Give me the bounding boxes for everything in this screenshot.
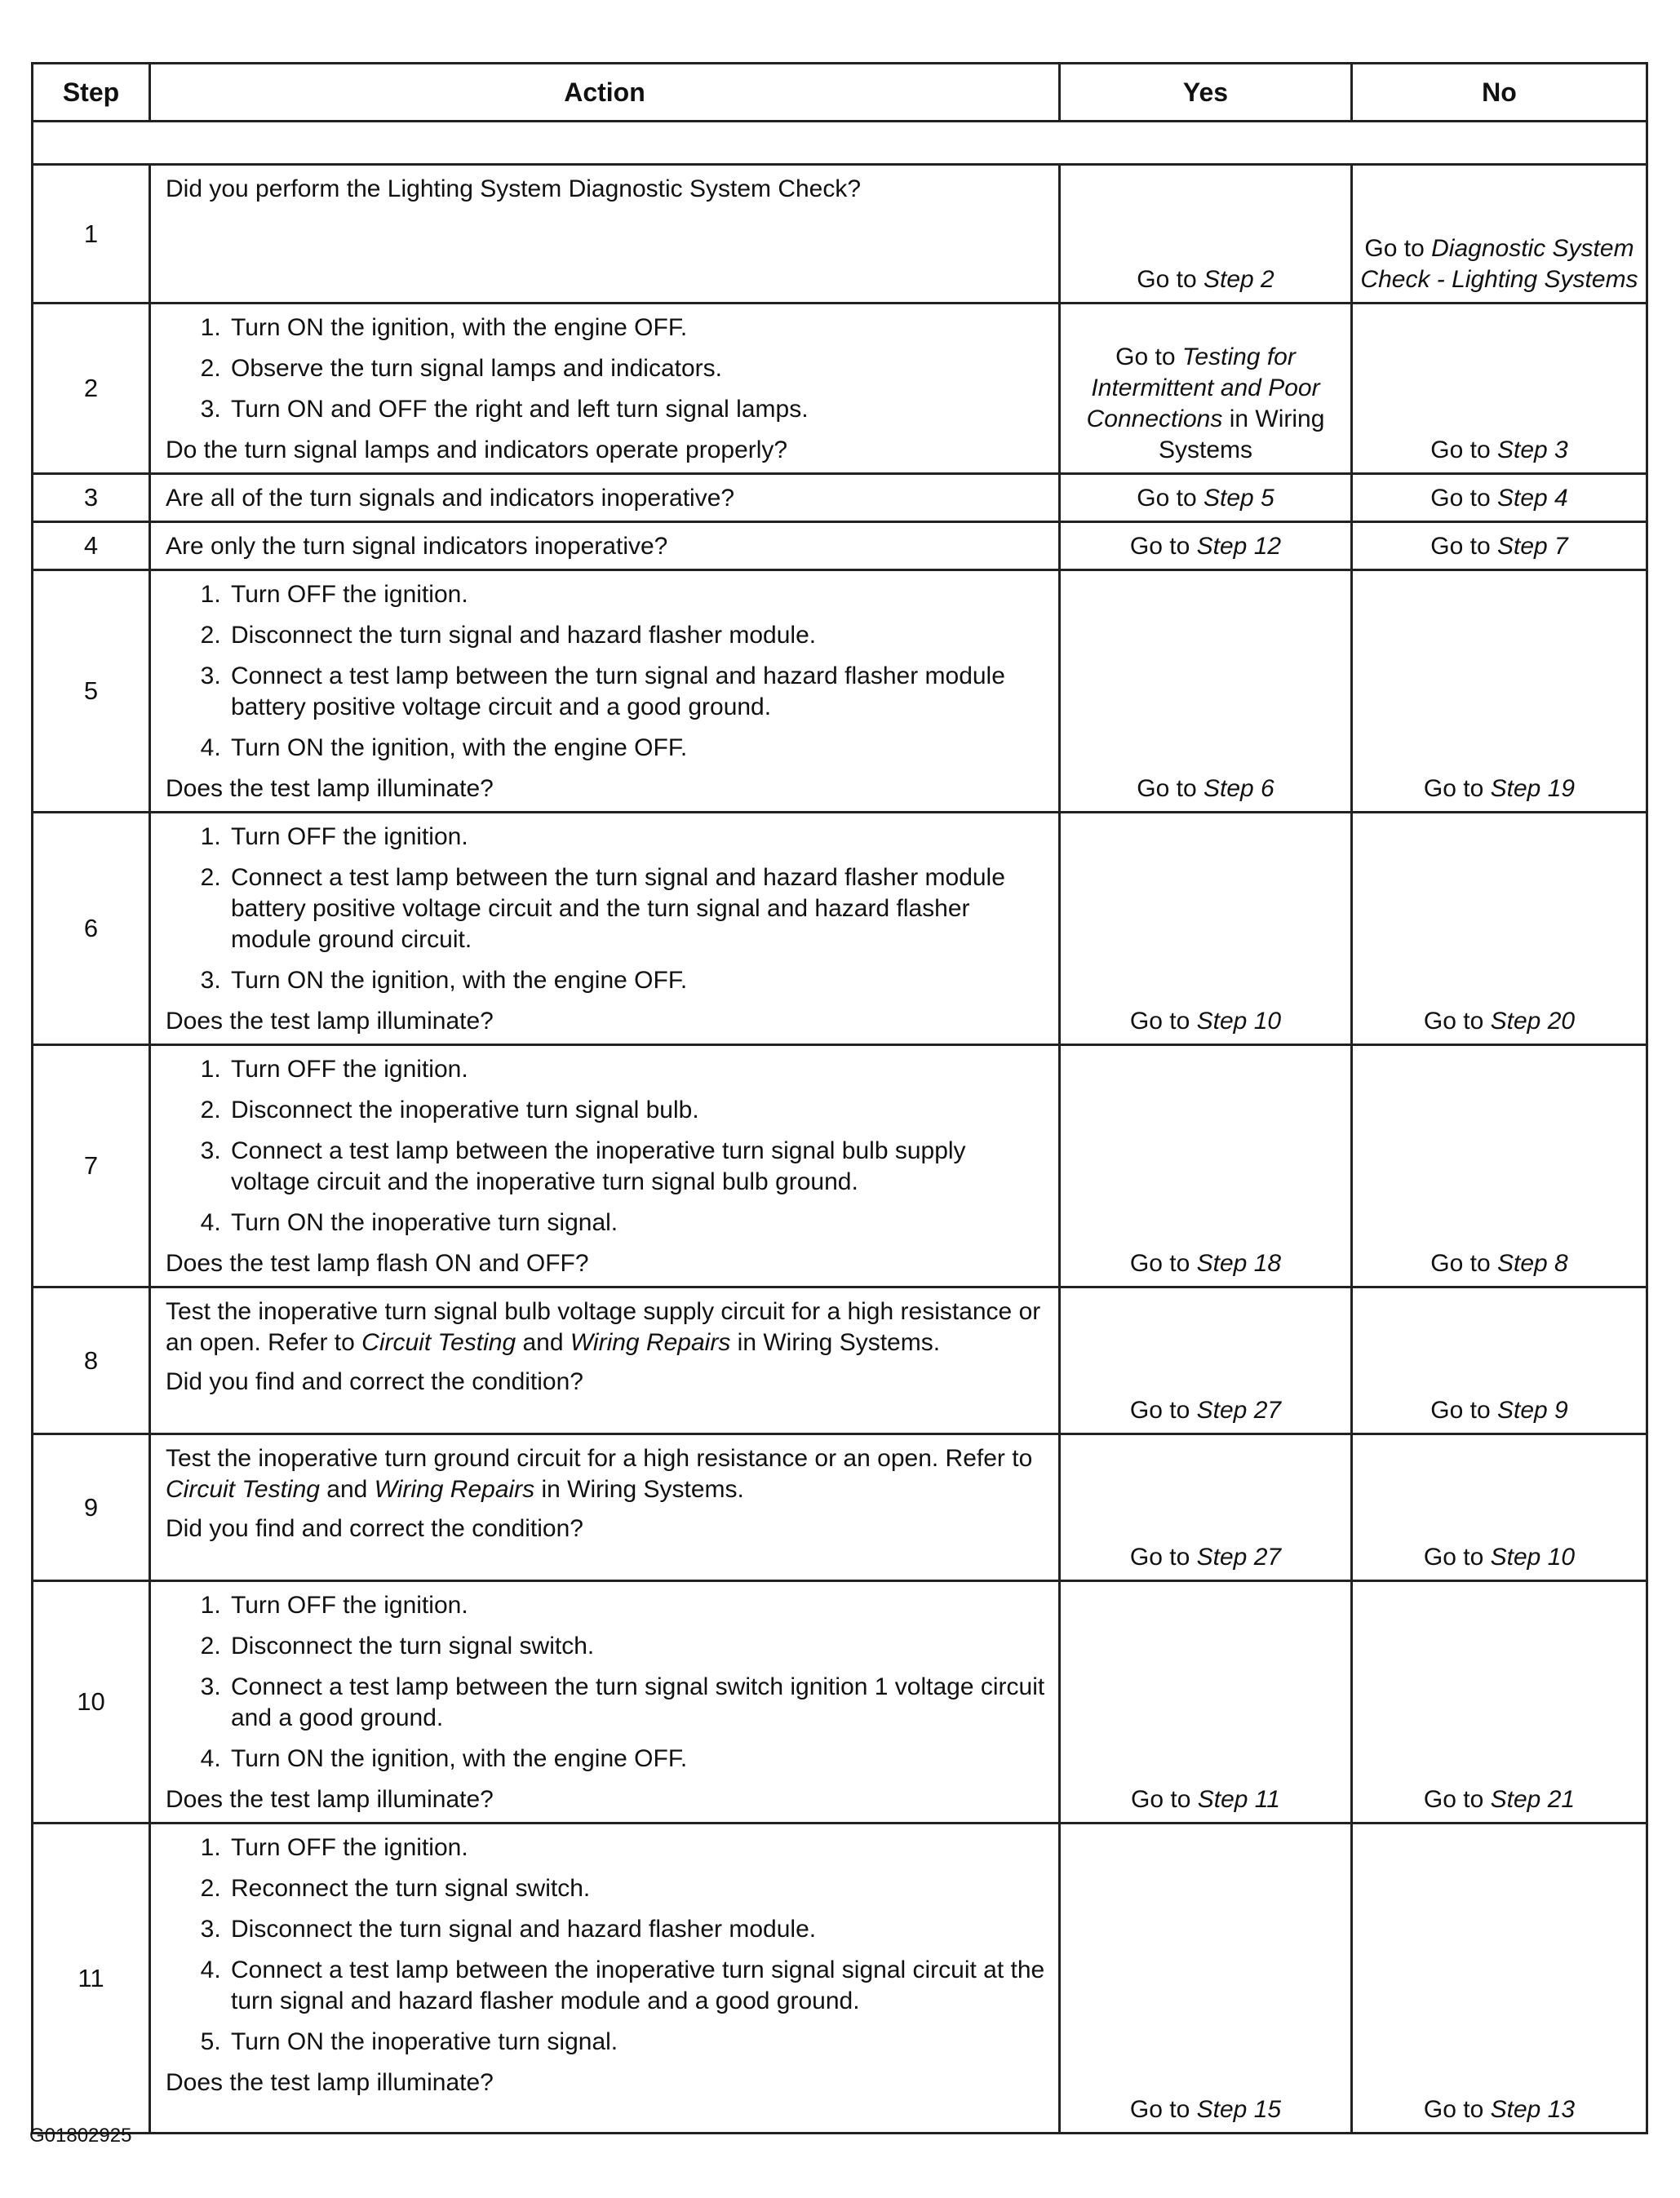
action-cell [150, 1045, 1060, 1287]
header-action: Action [150, 64, 1060, 122]
no-goto-text: Go to [1430, 1397, 1497, 1424]
table-row [33, 813, 1647, 1045]
step-number: 3 [33, 474, 150, 522]
no-cell [1352, 1045, 1647, 1287]
action-reference: Wiring Repairs [374, 1476, 535, 1503]
action-text-mid: and [319, 1476, 375, 1503]
table-row [33, 1581, 1647, 1824]
yes-cell [1060, 813, 1352, 1045]
spacer-row [33, 122, 1647, 165]
action-text-lead: Test the inoperative turn ground circuit for a high resistance or an open. Refer to [166, 1445, 1033, 1472]
yes-goto-text: Go to [1137, 775, 1203, 802]
step-number: 6 [33, 813, 150, 1045]
yes-target-link: Step 10 [1196, 1008, 1282, 1035]
procedure-step: 2. Reconnect the turn signal switch. [228, 1873, 1050, 1904]
procedure-step: 3. Connect a test lamp between the turn signal and hazard flasher module battery positive voltage circuit and a good ground. [228, 661, 1050, 723]
procedure-step: 4. Turn ON the ignition, with the engine OFF. [228, 1744, 1050, 1775]
yes-goto-text: Go to [1129, 1397, 1197, 1424]
yes-cell [1060, 522, 1352, 570]
action-question: Are all of the turn signals and indicators inoperative? [166, 485, 735, 512]
procedure-list [166, 1590, 1050, 1775]
no-goto-text: Go to [1423, 775, 1491, 802]
yes-target-link: Step 6 [1203, 775, 1274, 802]
no-target-link: Step 13 [1490, 2096, 1576, 2123]
step-number: 1 [33, 165, 150, 304]
procedure-step: 2. Disconnect the inoperative turn signal bulb. [228, 1095, 1050, 1126]
no-goto-text: Go to [1430, 485, 1497, 512]
yes-target-link: Testing for Intermittent and Poor Connections [1086, 343, 1320, 432]
procedure-step: 1. Turn OFF the ignition. [228, 1054, 1050, 1085]
action-text [166, 174, 1050, 205]
yes-cell [1060, 304, 1352, 474]
no-target-link: Diagnostic System Check - Lighting Systems [1360, 235, 1638, 293]
no-goto-text: Go to [1430, 1250, 1497, 1277]
procedure-list [166, 579, 1050, 764]
procedure-step: 1. Turn OFF the ignition. [228, 822, 1050, 853]
yes-cell [1060, 1824, 1352, 2134]
step-number: 4 [33, 522, 150, 570]
no-cell [1352, 570, 1647, 813]
yes-target-link: Step 11 [1197, 1786, 1280, 1813]
figure-id: G01802925 [29, 2125, 132, 2147]
action-question: Did you find and correct the condition? [166, 1515, 583, 1542]
no-cell [1352, 304, 1647, 474]
header-row [33, 64, 1647, 122]
action-text-lead: Did you perform the Lighting System Diagnostic System Check? [166, 175, 862, 202]
action-text-tail: in Wiring Systems. [730, 1329, 941, 1356]
action-cell [150, 304, 1060, 474]
procedure-list [166, 312, 1050, 425]
procedure-step: 3. Turn ON the ignition, with the engine OFF. [228, 965, 1050, 996]
procedure-step: 4. Turn ON the ignition, with the engine OFF. [228, 733, 1050, 764]
no-cell [1352, 165, 1647, 304]
yes-cell [1060, 1287, 1352, 1434]
no-target-link: Step 10 [1490, 1544, 1576, 1571]
no-cell [1352, 813, 1647, 1045]
yes-target-link: Step 18 [1196, 1250, 1282, 1277]
action-text-lead: Test the inoperative turn signal bulb voltage supply circuit for a high resistance or an open. Refer to [166, 1298, 1041, 1356]
action-question: Does the test lamp illuminate? [166, 1786, 494, 1813]
yes-cell [1060, 1045, 1352, 1287]
action-cell [150, 165, 1060, 304]
procedure-step: 4. Turn ON the inoperative turn signal. [228, 1208, 1050, 1239]
action-question: Does the test lamp illuminate? [166, 2069, 494, 2096]
yes-target-link: Step 27 [1196, 1397, 1282, 1424]
action-question: Does the test lamp illuminate? [166, 775, 494, 802]
action-question: Did you find and correct the condition? [166, 1368, 583, 1395]
no-goto-text: Go to [1423, 2096, 1491, 2123]
action-text-tail: in Wiring Systems. [534, 1476, 744, 1503]
procedure-step: 3. Connect a test lamp between the turn signal switch ignition 1 voltage circuit and a good ground. [228, 1672, 1050, 1734]
table-row [33, 474, 1647, 522]
procedure-step: 1. Turn ON the ignition, with the engine OFF. [228, 312, 1050, 343]
no-target-link: Step 8 [1496, 1250, 1568, 1277]
action-question: Do the turn signal lamps and indicators operate properly? [166, 436, 788, 463]
no-target-link: Step 3 [1496, 436, 1568, 463]
spacer-cell [33, 122, 1647, 165]
action-cell [150, 813, 1060, 1045]
no-target-link: Step 20 [1490, 1008, 1576, 1035]
action-cell [150, 1581, 1060, 1824]
table-row [33, 304, 1647, 474]
header-no: No [1352, 64, 1647, 122]
step-number: 7 [33, 1045, 150, 1287]
procedure-list [166, 1054, 1050, 1239]
yes-goto-text: Go to [1137, 266, 1203, 293]
table-row [33, 1434, 1647, 1581]
action-cell [150, 570, 1060, 813]
action-text [166, 1443, 1050, 1505]
yes-goto-text: Go to [1115, 343, 1182, 370]
procedure-step: 2. Disconnect the turn signal switch. [228, 1631, 1050, 1662]
no-target-link: Step 19 [1490, 775, 1576, 802]
table-row [33, 570, 1647, 813]
diagnostic-table-container [31, 62, 1646, 2134]
yes-goto-text: Go to [1137, 485, 1203, 512]
action-cell [150, 1824, 1060, 2134]
procedure-list [166, 822, 1050, 996]
procedure-step: 1. Turn OFF the ignition. [228, 579, 1050, 610]
action-text-mid: and [516, 1329, 570, 1356]
table-row [33, 165, 1647, 304]
yes-target-link: Step 12 [1196, 533, 1282, 560]
diagnostic-table [31, 62, 1648, 2134]
no-goto-text: Go to [1423, 1786, 1491, 1813]
no-target-link: Step 9 [1496, 1397, 1568, 1424]
no-goto-text: Go to [1364, 235, 1432, 262]
procedure-step: 1. Turn OFF the ignition. [228, 1590, 1050, 1621]
yes-goto-text: Go to [1129, 1544, 1197, 1571]
yes-target-link: Step 15 [1196, 2096, 1282, 2123]
yes-cell [1060, 570, 1352, 813]
yes-target-link: Step 2 [1203, 266, 1274, 293]
no-cell [1352, 1824, 1647, 2134]
no-goto-text: Go to [1423, 1008, 1491, 1035]
no-goto-text: Go to [1430, 436, 1497, 463]
header-yes: Yes [1060, 64, 1352, 122]
yes-target-link: Step 5 [1203, 485, 1274, 512]
action-question: Does the test lamp illuminate? [166, 1008, 494, 1035]
procedure-step: 3. Turn ON and OFF the right and left turn signal lamps. [228, 394, 1050, 425]
table-row [33, 1287, 1647, 1434]
no-cell [1352, 1581, 1647, 1824]
procedure-list [166, 1832, 1050, 2058]
step-number: 2 [33, 304, 150, 474]
action-text [166, 1296, 1050, 1358]
yes-goto-text: Go to [1129, 1008, 1197, 1035]
yes-target-link: Step 27 [1196, 1544, 1282, 1571]
procedure-step: 3. Disconnect the turn signal and hazard flasher module. [228, 1914, 1050, 1945]
step-number: 5 [33, 570, 150, 813]
procedure-step: 2. Disconnect the turn signal and hazard flasher module. [228, 620, 1050, 651]
no-target-link: Step 4 [1496, 485, 1568, 512]
step-number: 9 [33, 1434, 150, 1581]
yes-goto-text: Go to [1129, 2096, 1197, 2123]
yes-cell [1060, 1581, 1352, 1824]
procedure-step: 5. Turn ON the inoperative turn signal. [228, 2027, 1050, 2058]
yes-cell [1060, 474, 1352, 522]
action-cell [150, 474, 1060, 522]
procedure-step: 4. Connect a test lamp between the inoperative turn signal signal circuit at the turn signal and hazard flasher module and a good ground. [228, 1955, 1050, 2017]
action-question: Does the test lamp flash ON and OFF? [166, 1250, 589, 1277]
action-cell [150, 1287, 1060, 1434]
action-cell [150, 1434, 1060, 1581]
no-goto-text: Go to [1430, 533, 1497, 560]
yes-goto-text: Go to [1129, 1250, 1197, 1277]
no-cell [1352, 1434, 1647, 1581]
action-reference: Circuit Testing [166, 1476, 320, 1503]
procedure-step: 2. Connect a test lamp between the turn signal and hazard flasher module battery positive voltage circuit and the turn signal and hazard flasher module ground circuit. [228, 862, 1050, 955]
step-number: 10 [33, 1581, 150, 1824]
action-cell [150, 522, 1060, 570]
procedure-step: 1. Turn OFF the ignition. [228, 1832, 1050, 1863]
step-number: 11 [33, 1824, 150, 2134]
no-cell [1352, 1287, 1647, 1434]
no-cell [1352, 522, 1647, 570]
no-goto-text: Go to [1423, 1544, 1491, 1571]
table-row [33, 522, 1647, 570]
action-reference: Wiring Repairs [570, 1329, 731, 1356]
action-reference: Circuit Testing [361, 1329, 516, 1356]
procedure-step: 2. Observe the turn signal lamps and indicators. [228, 353, 1050, 384]
table-row [33, 1045, 1647, 1287]
yes-cell [1060, 1434, 1352, 1581]
step-number: 8 [33, 1287, 150, 1434]
no-cell [1352, 474, 1647, 522]
procedure-step: 3. Connect a test lamp between the inoperative turn signal bulb supply voltage circuit and the inoperative turn signal bulb ground. [228, 1136, 1050, 1198]
yes-goto-suffix: in Wiring Systems [1158, 405, 1325, 463]
no-target-link: Step 7 [1496, 533, 1568, 560]
no-target-link: Step 21 [1490, 1786, 1576, 1813]
yes-cell [1060, 165, 1352, 304]
yes-goto-text: Go to [1129, 533, 1197, 560]
action-question: Are only the turn signal indicators inoperative? [166, 533, 668, 560]
yes-goto-text: Go to [1131, 1786, 1198, 1813]
header-step: Step [33, 64, 150, 122]
table-row [33, 1824, 1647, 2134]
